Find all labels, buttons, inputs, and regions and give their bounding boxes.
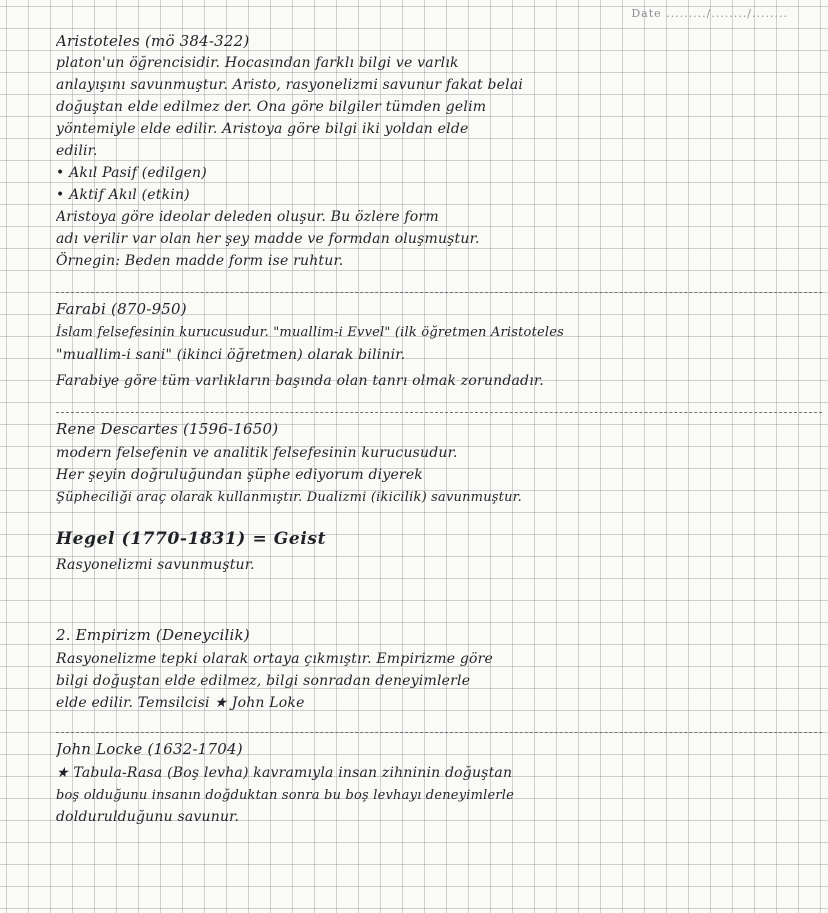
note-line: edilir. <box>56 143 98 159</box>
note-heading-aristoteles: Aristoteles (mö 384-322) <box>56 32 250 50</box>
note-bullet: • Akıl Pasif (edilgen) <box>56 165 207 181</box>
note-line: Şüpheciliği araç olarak kullanmıştır. Dualizmi (ikicilik) savunmuştur. <box>56 490 522 505</box>
note-heading-farabi: Farabi (870-950) <box>56 300 187 318</box>
note-line: Rasyonelizme tepki olarak ortaya çıkmıştır. Empirizme göre <box>56 651 494 667</box>
date-label: Date ........./......../........ <box>631 7 788 20</box>
note-line: doğuştan elde edilmez der. Ona göre bilgiler tümden gelim <box>56 99 487 115</box>
note-heading-john-locke: John Locke (1632-1704) <box>56 740 243 758</box>
section-divider <box>56 412 822 413</box>
note-line: Farabiye göre tüm varlıkların başında olan tanrı olmak zorundadır. <box>56 373 544 389</box>
note-bullet: • Aktif Akıl (etkin) <box>56 187 190 203</box>
note-line: İslam felsefesinin kurucusudur. "muallim-i Evvel" (ilk öğretmen Aristoteles <box>56 325 565 340</box>
note-line: Rasyonelizmi savunmuştur. <box>56 557 255 573</box>
section-divider <box>56 732 822 733</box>
note-line: Örnegin: Beden madde form ise ruhtur. <box>56 253 344 269</box>
note-heading-hegel: Hegel (1770-1831) = Geist <box>56 529 327 549</box>
note-line: adı verilir var olan her şey madde ve formdan oluşmuştur. <box>56 231 480 247</box>
note-line: platon'un öğrencisidir. Hocasından farklı bilgi ve varlık <box>56 55 459 71</box>
note-line: anlayışını savunmuştur. Aristo, rasyonelizmi savunur fakat belai <box>56 77 524 93</box>
note-line: modern felsefenin ve analitik felsefesinin kurucusudur. <box>56 445 458 461</box>
note-heading-descartes: Rene Descartes (1596-1650) <box>56 420 279 438</box>
note-line: "muallim-i sani" (ikinci öğretmen) olarak bilinir. <box>56 347 406 363</box>
note-line: ★ Tabula-Rasa (Boş levha) kavramıyla insan zihninin doğuştan <box>56 765 513 781</box>
note-line: Her şeyin doğruluğundan şüphe ediyorum diyerek <box>56 467 423 483</box>
section-divider <box>56 292 822 293</box>
note-line: doldurulduğunu savunur. <box>56 809 240 825</box>
note-line: Aristoya göre ideolar deleden oluşur. Bu özlere form <box>56 209 439 225</box>
note-line: elde edilir. Temsilcisi ★ John Loke <box>56 695 305 711</box>
note-line: yöntemiyle elde edilir. Aristoya göre bilgi iki yoldan elde <box>56 121 469 137</box>
note-line: bilgi doğuştan elde edilmez, bilgi sonradan deneyimlerle <box>56 673 471 689</box>
note-heading-empirizm: 2. Empirizm (Deneycilik) <box>56 626 250 644</box>
note-line: boş olduğunu insanın doğduktan sonra bu boş levhayı deneyimlerle <box>56 788 515 803</box>
